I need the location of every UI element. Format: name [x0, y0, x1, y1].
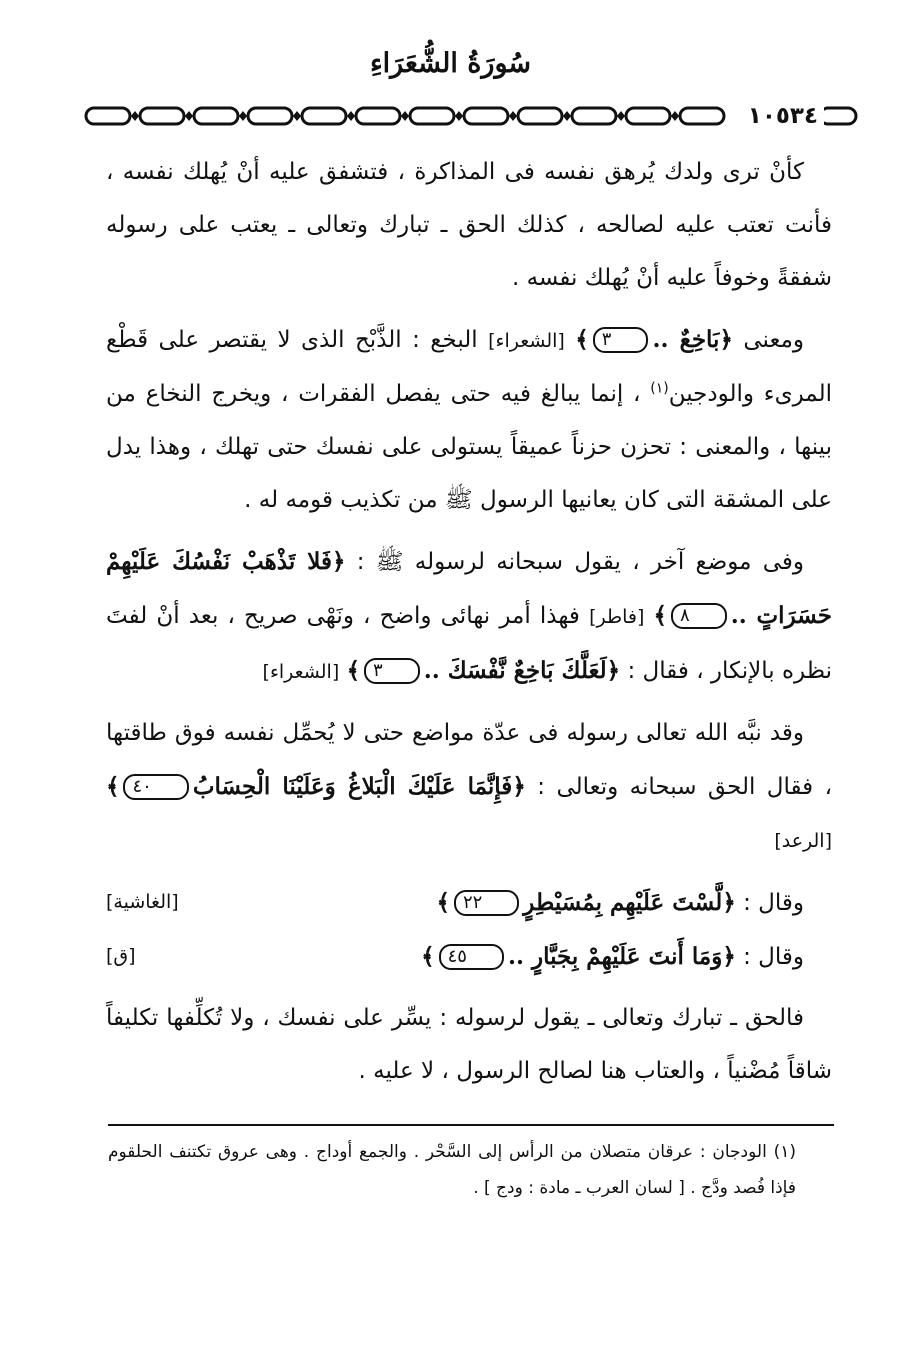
verse-number: ٤٠ [123, 774, 188, 800]
paragraph-2 [106, 313, 832, 527]
quran-quote: لَعَلَّكَ بَاخِعٌ نَّفْسَكَ .. [423, 657, 607, 684]
paragraph-3 [106, 535, 832, 699]
paragraph-3-body: فهذا أمر نهائى واضح ، ونَهْى صريح ، بعد أنْ لفتَ نظره بالإنكار ، فقال : [106, 603, 832, 684]
quran-quote: فَإِنَّمَا عَلَيْكَ الْبَلاغُ وَعَلَيْنَا الْحِسَابُ [192, 773, 513, 800]
footnote-marker: (١) [650, 380, 669, 397]
quran-quote: وَمَا أَنتَ عَلَيْهِمْ بِجَبَّارٍ .. [507, 943, 723, 970]
page-number: ١٠٥٣٤ [742, 100, 824, 132]
header-band [84, 100, 858, 132]
surah-reference: [الغاشية] [106, 891, 179, 913]
paragraph-7: فالحق ـ تبارك وتعالى ـ يقول لرسوله : يسِّر على نفسك ، ولا تُكلِّفها تكليفاً شاقاً مُضْنياً ، والعتاب هنا لصالح الرسول ، لا عليه . [106, 1005, 832, 1084]
ornate-bracket-icon: ﴾ [106, 774, 120, 800]
quran-quote: بَاخِعٌ .. [652, 326, 720, 353]
running-head: سُورَةُ الشُّعَرَاءِ [369, 48, 532, 79]
quran-quote: فَلا تَذْهَبْ نَفْسُكَ عَلَيْهِمْ حَسَرَاتٍ .. [106, 548, 833, 629]
surah-reference: [الشعراء] [262, 661, 340, 683]
ornate-bracket-icon: ﴿ [331, 549, 346, 575]
verse-number: ٣ [364, 658, 420, 684]
footnote-divider [108, 1124, 834, 1126]
quran-quote: لَّسْتَ عَلَيْهِم بِمُسَيْطِرٍ [523, 889, 723, 916]
paragraph-4-intro: وقد نبَّه الله تعالى رسوله فى عدّة مواضع حتى لا يُحمِّل نفسه فوق طاقتها ، فقال الحق سبحانه وتعالى : [106, 720, 833, 800]
ornate-bracket-icon: ﴿ [606, 658, 621, 684]
ornate-bracket-icon: ﴾ [436, 890, 450, 916]
paragraph-1: كأنْ ترى ولدك يُرهق نفسه فى المذاكرة ، فتشفق عليه أنْ يُهلك نفسه ، فأنت تعتب عليه لصالحه ، كذلك الحق ـ تبارك وتعالى ـ يعتب على رسوله شفقةً وخوفاً عليه أنْ يُهلك نفسه . [106, 159, 832, 291]
ornate-bracket-icon: ﴾ [421, 944, 435, 970]
main-text [106, 146, 832, 1098]
ornate-bracket-icon: ﴾ [653, 603, 668, 629]
surah-reference: [الشعراء] [488, 330, 565, 352]
paragraph-2-rest: ، إنما يبالغ فيه حتى يفصل الفقرات ، ويخرج النخاع من بينها ، والمعنى : تحزن حزناً عميقاً يستولى على نفسك حتى تهلك ، وهذا يدل على المشقة التى كان يعانيها الرسول ﷺ من تكذيب قومه له . [106, 381, 832, 513]
surah-reference: [فاطر] [589, 606, 645, 628]
ornate-bracket-icon: ﴿ [722, 890, 736, 916]
paragraph-4 [106, 707, 832, 868]
ornate-bracket-icon: ﴿ [719, 327, 733, 353]
verse-number: ٣ [593, 327, 649, 353]
surah-reference: [ق] [106, 945, 136, 967]
paragraph-2-intro: ومعنى [743, 327, 805, 353]
ornate-bracket-icon: ﴾ [575, 327, 589, 353]
ornate-bracket-icon: ﴾ [346, 658, 361, 684]
ornate-bracket-icon: ﴿ [512, 774, 526, 800]
paragraph-5-intro: وقال : [743, 890, 804, 916]
verse-number: ٤٥ [439, 944, 504, 970]
footnote: (١) الودجان : عرقان متصلان من الرأس إلى السَّحْر . والجمع أوداج . وهى عروق تكتنف الحلقوم فإذا فُصد ودَّج . [ لسان العرب ـ مادة : ودج ] . [108, 1142, 796, 1198]
surah-reference: [الرعد] [774, 830, 832, 852]
paragraph-3-intro: وفى موضع آخر ، يقول سبحانه لرسوله ﷺ : [356, 549, 804, 575]
paragraph-2-body: البخع : الذَّبْح الذى لا يقتصر على قَطْع المرىء والودجين [106, 327, 833, 407]
verse-number: ٢٢ [454, 890, 519, 916]
verse-number: ٨ [671, 603, 727, 629]
ornate-bracket-icon: ﴿ [722, 944, 736, 970]
paragraph-5 [106, 876, 832, 930]
paragraph-6 [106, 930, 832, 984]
paragraph-6-intro: وقال : [743, 944, 804, 970]
